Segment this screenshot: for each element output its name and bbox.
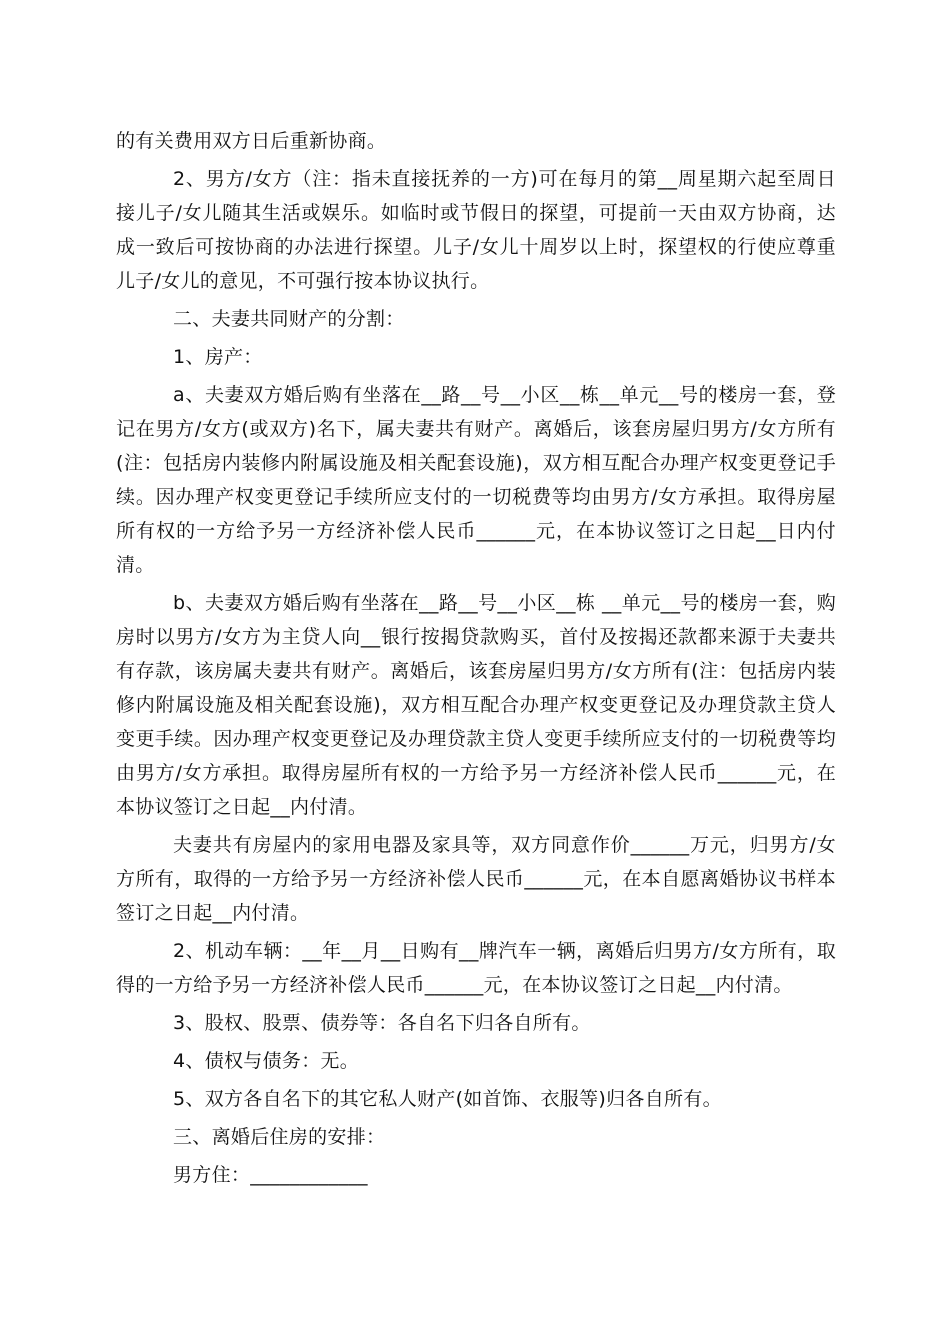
section-heading-property-division: 二、夫妻共同财产的分割： bbox=[173, 308, 405, 330]
paragraph-male-residence: 男方住：____________ bbox=[173, 1164, 368, 1186]
paragraph-visitation-rights: 2、男方/女方（注：指未直接抚养的一方)可在每月的第__周星期六起至周日接儿子/女儿随其生活或娱乐。如临时或节假日的探望，可提前一天由双方协商，达成一致后可按协商的办法进行探望。儿子/女儿十周岁以上时，探望权的行使应尊重儿子/女儿的意见，不可强行按本协议执行。 bbox=[116, 168, 836, 292]
paragraph-motor-vehicle: 2、机动车辆：__年__月__日购有__牌汽车一辆，离婚后归男方/女方所有，取得的一方给予另一方经济补偿人民币______元，在本协议签订之日起__内付清。 bbox=[116, 940, 836, 996]
section-heading-housing-arrangement: 三、离婚后住房的安排： bbox=[173, 1126, 386, 1148]
document-page bbox=[116, 124, 836, 1196]
paragraph-appliances-furniture: 夫妻共有房屋内的家用电器及家具等，双方同意作价______万元，归男方/女方所有，取得的一方给予另一方经济补偿人民币______元，在本自愿离婚协议书样本签订之日起__内付清。 bbox=[116, 834, 836, 924]
paragraph-house-a: a、夫妻双方婚后购有坐落在__路__号__小区__栋__单元__号的楼房一套，登记在男方/女方(或双方)名下，属夫妻共有财产。离婚后，该套房屋归男方/女方所有(注：包括房内装修内附属设施及相关配套设施)，双方相互配合办理产权变更登记手续。因办理产权变更登记手续所应支付的一切税费等均由男方/女方承担。取得房屋所有权的一方给予另一方经济补偿人民币______元，在本协议签订之日起__日内付清。 bbox=[116, 384, 836, 576]
paragraph-personal-property: 5、双方各自名下的其它私人财产(如首饰、衣服等)归各自所有。 bbox=[173, 1088, 722, 1110]
subheading-real-estate: 1、房产： bbox=[173, 346, 263, 368]
paragraph-house-b: b、夫妻双方婚后购有坐落在__路__号__小区__栋 __单元__号的楼房一套，购房时以男方/女方为主贷人向__银行按揭贷款购买，首付及按揭还款都来源于夫妻共有存款，该房属夫妻共有财产。离婚后，该套房屋归男方/女方所有(注：包括房内装修内附属设施及相关配套设施)，双方相互配合办理产权变更登记及办理贷款主贷人变更手续。因办理产权变更登记及办理贷款主贷人变更手续所应支付的一切税费等均由男方/女方承担。取得房屋所有权的一方给予另一方经济补偿人民币______元，在本协议签订之日起__内付清。 bbox=[116, 592, 836, 818]
paragraph-debts: 4、债权与债务：无。 bbox=[173, 1050, 360, 1072]
paragraph-stocks-bonds: 3、股权、股票、债券等：各自名下归各自所有。 bbox=[173, 1012, 591, 1034]
paragraph-expenses-continuation: 的有关费用双方日后重新协商。 bbox=[116, 130, 387, 152]
